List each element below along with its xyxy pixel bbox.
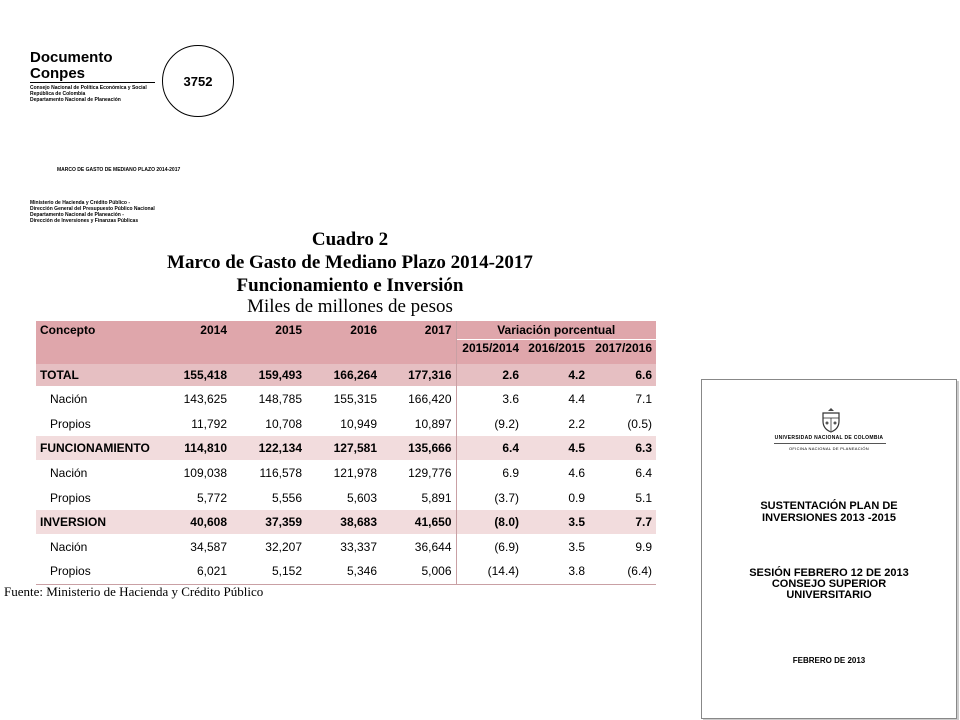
university-seal-icon	[819, 407, 843, 433]
budget-table	[36, 321, 656, 585]
cell-value: 5,556	[271, 490, 302, 505]
header-year: 2015	[231, 321, 306, 339]
institution-line: Dirección General del Presupuesto Público Nacional	[30, 206, 155, 212]
university-rule	[774, 443, 886, 444]
cell-value: 129,776	[408, 465, 452, 480]
table-header-row	[36, 321, 656, 339]
cover-session	[702, 568, 956, 601]
row-label: Nación	[50, 539, 88, 554]
cell-variation: 6.3	[589, 436, 656, 460]
cell-value: 5,772	[196, 490, 227, 505]
source-note: Fuente: Ministerio de Hacienda y Crédito Público	[4, 584, 264, 599]
cell-variation: 6.6	[589, 364, 656, 386]
cell-variation: 9.9	[635, 539, 652, 554]
cover-session-line: CONSEJO SUPERIOR	[771, 578, 887, 590]
conpes-subtitle	[30, 85, 160, 103]
table-caption	[100, 228, 600, 317]
header-year: 2014	[156, 321, 231, 339]
cell-value: 11,792	[191, 416, 227, 431]
cell-value: 10,708	[265, 416, 302, 431]
cell-value: 5,603	[346, 490, 377, 505]
cell-variation: 2.6	[456, 364, 523, 386]
row-label: Propios	[50, 416, 91, 431]
conpes-rule	[30, 82, 155, 83]
cell-value: 148,785	[258, 391, 302, 406]
header-spacer	[36, 356, 656, 364]
cell-value: 5,891	[421, 490, 452, 505]
table-row	[36, 436, 656, 460]
caption-number: Cuadro 2	[311, 229, 389, 250]
row-label: Nación	[50, 465, 88, 480]
university-name: UNIVERSIDAD NACIONAL DE COLOMBIA	[774, 435, 884, 441]
row-label: Propios	[36, 559, 156, 584]
table-row	[36, 510, 656, 534]
office-name: OFICINA NACIONAL DE PLANEACIÓN	[789, 446, 869, 451]
source-institutions	[30, 200, 155, 224]
cell-value: 166,420	[408, 391, 452, 406]
caption-units: Miles de millones de pesos	[247, 296, 453, 317]
cell-value: 10,949	[340, 416, 377, 431]
row-label: FUNCIONAMIENTO	[36, 436, 156, 460]
cell-value: 155,315	[333, 391, 377, 406]
conpes-sub-line: Consejo Nacional de Política Económica y Social	[30, 85, 147, 91]
cell-value: 37,359	[231, 510, 306, 534]
header-variacion: Variación porcentual	[456, 321, 656, 339]
cover-page	[701, 379, 957, 719]
conpes-sub-line: Departamento Nacional de Planeación	[30, 97, 121, 103]
cell-variation: 0.9	[568, 490, 585, 505]
table-row	[36, 559, 656, 584]
table-row	[36, 460, 656, 485]
document-number-badge	[162, 45, 234, 117]
cell-variation: 6.4	[456, 436, 523, 460]
cell-value: 36,644	[414, 539, 452, 554]
cell-value: 10,897	[414, 416, 452, 431]
cover-date: FEBRERO DE 2013	[792, 656, 866, 665]
cell-value: 122,134	[231, 436, 306, 460]
table-row	[36, 411, 656, 436]
institution-line: Dirección de Inversiones y Finanzas Públicas	[30, 218, 139, 224]
cell-variation: 6.9	[456, 460, 523, 485]
row-label: Propios	[50, 490, 91, 505]
table-row	[36, 386, 656, 411]
cell-value: 32,207	[265, 539, 302, 554]
conpes-logo	[30, 50, 160, 103]
cover-title-line: SUSTENTACIÓN PLAN DE	[760, 500, 898, 512]
cell-variation: (8.0)	[456, 510, 523, 534]
cover-title	[702, 500, 956, 524]
header-year: 2017	[381, 321, 456, 339]
caption-title: Marco de Gasto de Mediano Plazo 2014-2017	[167, 252, 533, 273]
cell-value: 33,337	[340, 539, 377, 554]
header-concepto: Concepto	[36, 321, 156, 339]
table-row	[36, 485, 656, 510]
cover-session-line: UNIVERSITARIO	[786, 589, 872, 601]
cell-variation: 4.6	[568, 465, 585, 480]
table-subheader-row	[36, 339, 656, 356]
cell-variation: (6.4)	[589, 559, 656, 584]
page-running-heading: MARCO DE GASTO DE MEDIANO PLAZO 2014-2017	[57, 167, 181, 173]
cell-value: 5,346	[306, 559, 381, 584]
header-var-col: 2017/2016	[589, 339, 656, 356]
cell-value: 5,006	[381, 559, 456, 584]
cell-value: 109,038	[183, 465, 227, 480]
cell-variation: 3.6	[456, 386, 523, 411]
conpes-title-line1: Documento	[30, 49, 113, 66]
cell-value: 143,625	[183, 391, 227, 406]
cell-variation: 2.2	[568, 416, 585, 431]
cell-value: 6,021	[156, 559, 231, 584]
cell-variation: 3.5	[568, 539, 585, 554]
header-var-col: 2015/2014	[456, 339, 523, 356]
header-year: 2016	[306, 321, 381, 339]
cell-value: 38,683	[306, 510, 381, 534]
cell-variation: (0.5)	[627, 416, 652, 431]
row-label: INVERSION	[36, 510, 156, 534]
row-label: TOTAL	[36, 364, 156, 386]
cell-variation: 5.1	[635, 490, 652, 505]
table-row	[36, 364, 656, 386]
cell-value: 114,810	[156, 436, 231, 460]
caption-subtitle: Funcionamiento e Inversión	[236, 275, 464, 296]
cell-value: 166,264	[306, 364, 381, 386]
cell-value: 177,316	[381, 364, 456, 386]
cell-variation: 7.7	[589, 510, 656, 534]
cell-variation: (14.4)	[456, 559, 523, 584]
cell-variation: 6.4	[635, 465, 652, 480]
cover-title-line: INVERSIONES 2013 -2015	[762, 512, 896, 524]
cell-value: 159,493	[231, 364, 306, 386]
cover-session-line: SESIÓN FEBRERO 12 DE 2013	[749, 567, 909, 579]
cell-variation: 3.5	[523, 510, 589, 534]
institution-line: Ministerio de Hacienda y Crédito Público -	[30, 200, 131, 206]
institution-line: Departamento Nacional de Planeación -	[30, 212, 124, 218]
cell-variation: 4.2	[523, 364, 589, 386]
cell-value: 5,152	[231, 559, 306, 584]
cell-value: 116,578	[259, 465, 302, 480]
cell-value: 40,608	[156, 510, 231, 534]
cell-variation: 7.1	[635, 391, 652, 406]
cell-variation: 3.8	[523, 559, 589, 584]
header-var-col: 2016/2015	[523, 339, 589, 356]
cell-variation: 4.4	[568, 391, 585, 406]
cell-value: 121,978	[333, 465, 377, 480]
cell-value: 34,587	[190, 539, 227, 554]
conpes-title-line2: Conpes	[30, 65, 86, 82]
row-label: Nación	[50, 391, 88, 406]
cell-variation: 4.5	[523, 436, 589, 460]
conpes-sub-line: República de Colombia	[30, 91, 86, 97]
cell-value: 135,666	[381, 436, 456, 460]
table-row	[36, 534, 656, 559]
cell-variation: (6.9)	[456, 534, 523, 559]
cell-value: 155,418	[156, 364, 231, 386]
cell-value: 127,581	[306, 436, 381, 460]
cell-value: 41,650	[381, 510, 456, 534]
cell-variation: (9.2)	[456, 411, 523, 436]
document-number: 3752	[183, 73, 213, 89]
cell-variation: (3.7)	[456, 485, 523, 510]
